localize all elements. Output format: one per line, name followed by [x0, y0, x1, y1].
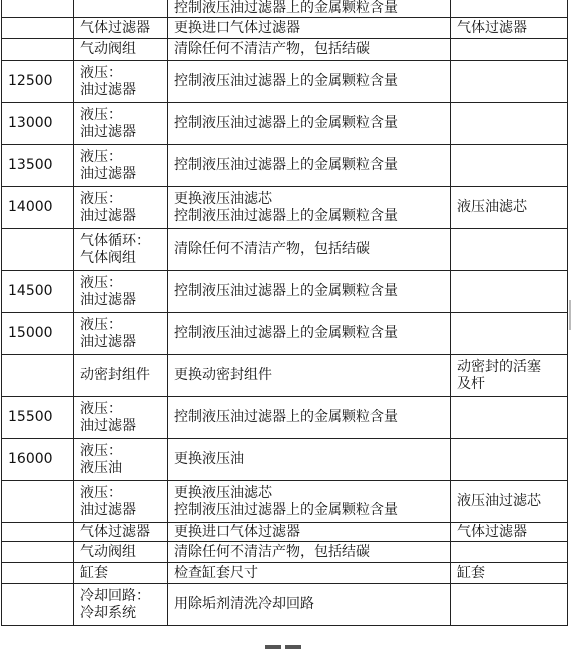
page-indicator	[265, 634, 305, 638]
parts-cell	[451, 397, 568, 439]
action-cell-line: 控制液压油过滤器上的金属颗粒含量	[174, 0, 398, 16]
item-cell	[74, 439, 168, 481]
item-cell-line: 液压：	[80, 274, 122, 291]
item-cell-line: 油过滤器	[80, 81, 136, 98]
parts-cell	[451, 584, 568, 626]
interval-cell	[2, 481, 74, 523]
item-cell-line: 油过滤器	[80, 165, 136, 182]
action-cell-line: 更换动密封组件	[174, 367, 272, 383]
parts-cell	[451, 103, 568, 145]
action-cell	[168, 397, 451, 439]
parts-cell-line: 缸套	[457, 564, 485, 581]
parts-cell	[451, 0, 568, 18]
interval-cell: 15000	[2, 313, 74, 355]
interval-cell	[2, 523, 74, 542]
item-cell	[74, 481, 168, 523]
action-cell-line: 控制液压油过滤器上的金属颗粒含量	[174, 409, 398, 425]
interval-cell	[2, 18, 74, 39]
parts-cell	[451, 542, 568, 563]
interval-cell: 14000	[2, 187, 74, 229]
item-cell	[74, 584, 168, 626]
action-cell	[168, 103, 451, 145]
item-cell-line: 油过滤器	[80, 417, 136, 434]
item-cell-line: 气体阀组	[80, 249, 136, 266]
item-cell	[74, 103, 168, 145]
action-cell	[168, 355, 451, 397]
action-cell-line: 清除任何不清洁产物，包括结碳	[174, 241, 370, 257]
parts-cell	[451, 523, 568, 542]
action-cell-line: 用除垢剂清洗冷却回路	[174, 596, 314, 612]
action-cell	[168, 18, 451, 39]
item-cell-line: 冷却回路：	[80, 587, 150, 604]
parts-cell	[451, 61, 568, 103]
interval-cell: 16000	[2, 439, 74, 481]
item-cell-line: 油过滤器	[80, 291, 136, 308]
parts-cell	[451, 271, 568, 313]
table-row	[2, 542, 568, 563]
item-cell	[74, 542, 168, 563]
parts-cell	[451, 355, 568, 397]
action-cell	[168, 229, 451, 271]
table-row	[2, 397, 568, 439]
parts-cell	[451, 39, 568, 61]
action-cell	[168, 481, 451, 523]
action-cell-line: 控制液压油过滤器上的金属颗粒含量	[174, 501, 398, 518]
item-cell-line: 冷却系统	[80, 604, 136, 621]
table-row	[2, 39, 568, 61]
interval-cell	[2, 229, 74, 271]
interval-cell	[2, 0, 74, 18]
action-cell-line: 控制液压油过滤器上的金属颗粒含量	[174, 283, 398, 299]
item-cell	[74, 563, 168, 584]
item-cell	[74, 0, 168, 18]
item-cell	[74, 187, 168, 229]
interval-cell	[2, 542, 74, 563]
item-cell-line: 气动阀组	[80, 41, 136, 57]
action-cell	[168, 439, 451, 481]
action-cell-line: 控制液压油过滤器上的金属颗粒含量	[174, 157, 398, 173]
action-cell-line: 更换液压油滤芯	[174, 190, 272, 207]
parts-cell	[451, 187, 568, 229]
item-cell	[74, 18, 168, 39]
maintenance-table-body	[2, 0, 568, 626]
interval-cell	[2, 584, 74, 626]
parts-cell	[451, 481, 568, 523]
item-cell-line: 液压：	[80, 400, 122, 417]
item-cell-line: 气体循环：	[80, 232, 150, 249]
interval-cell: 13000	[2, 103, 74, 145]
table-row	[2, 355, 568, 397]
table-row	[2, 481, 568, 523]
item-cell-line: 液压：	[80, 484, 122, 501]
action-cell	[168, 61, 451, 103]
interval-cell: 14500	[2, 271, 74, 313]
table-row	[2, 145, 568, 187]
action-cell	[168, 0, 451, 18]
table-row	[2, 584, 568, 626]
action-cell-line: 控制液压油过滤器上的金属颗粒含量	[174, 115, 398, 131]
table-row	[2, 103, 568, 145]
interval-cell: 12500	[2, 61, 74, 103]
item-cell-line: 气体过滤器	[80, 19, 150, 36]
item-cell-line: 动密封组件	[80, 367, 150, 383]
action-cell	[168, 313, 451, 355]
action-cell-line: 清除任何不清洁产物，包括结碳	[174, 543, 370, 560]
interval-cell	[2, 563, 74, 584]
interval-cell: 15500	[2, 397, 74, 439]
parts-cell-line: 气体过滤器	[457, 19, 527, 36]
parts-cell-line: 液压油过滤芯	[457, 493, 541, 509]
item-cell-line: 缸套	[80, 564, 108, 581]
action-cell-line: 清除任何不清洁产物，包括结碳	[174, 41, 370, 57]
item-cell-line: 油过滤器	[80, 207, 136, 224]
table-row	[2, 18, 568, 39]
item-cell	[74, 145, 168, 187]
item-cell	[74, 61, 168, 103]
parts-cell-line: 液压油滤芯	[457, 199, 527, 215]
parts-cell	[451, 145, 568, 187]
interval-cell	[2, 39, 74, 61]
item-cell-line: 液压：	[80, 190, 122, 207]
parts-cell	[451, 18, 568, 39]
table-row	[2, 229, 568, 271]
parts-cell	[451, 313, 568, 355]
table-row	[2, 187, 568, 229]
interval-cell: 13500	[2, 145, 74, 187]
action-cell	[168, 39, 451, 61]
action-cell	[168, 187, 451, 229]
item-cell	[74, 271, 168, 313]
action-cell-line: 控制液压油过滤器上的金属颗粒含量	[174, 73, 398, 89]
maintenance-table	[1, 0, 568, 626]
item-cell-line: 液压：	[80, 442, 122, 459]
action-cell	[168, 584, 451, 626]
action-cell-line: 更换液压油滤芯	[174, 484, 272, 501]
action-cell-line: 更换进口气体过滤器	[174, 523, 300, 540]
table-row	[2, 563, 568, 584]
action-cell	[168, 563, 451, 584]
table-row	[2, 61, 568, 103]
item-cell-line: 油过滤器	[80, 333, 136, 350]
item-cell	[74, 355, 168, 397]
item-cell-line: 液压：	[80, 148, 122, 165]
item-cell	[74, 397, 168, 439]
item-cell	[74, 523, 168, 542]
item-cell	[74, 39, 168, 61]
table-row	[2, 0, 568, 18]
item-cell-line: 液压油	[80, 459, 122, 476]
item-cell-line: 液压：	[80, 64, 122, 81]
parts-cell-line: 动密封的活塞	[457, 358, 541, 375]
action-cell	[168, 542, 451, 563]
item-cell-line: 气体过滤器	[80, 523, 150, 540]
parts-cell-line: 及杆	[457, 375, 485, 392]
parts-cell	[451, 229, 568, 271]
item-cell-line: 油过滤器	[80, 123, 136, 140]
action-cell-line: 更换液压油	[174, 451, 244, 467]
parts-cell	[451, 563, 568, 584]
interval-cell	[2, 355, 74, 397]
action-cell	[168, 271, 451, 313]
action-cell-line: 检查缸套尺寸	[174, 564, 258, 581]
table-row	[2, 439, 568, 481]
item-cell-line: 液压：	[80, 316, 122, 333]
item-cell-line: 液压：	[80, 106, 122, 123]
item-cell-line: 气动阀组	[80, 543, 136, 560]
parts-cell-line: 气体过滤器	[457, 523, 527, 540]
action-cell-line: 控制液压油过滤器上的金属颗粒含量	[174, 207, 398, 224]
item-cell	[74, 229, 168, 271]
table-row	[2, 523, 568, 542]
action-cell	[168, 145, 451, 187]
item-cell-line: 油过滤器	[80, 501, 136, 518]
item-cell	[74, 313, 168, 355]
table-row	[2, 313, 568, 355]
action-cell-line: 更换进口气体过滤器	[174, 19, 300, 36]
action-cell-line: 控制液压油过滤器上的金属颗粒含量	[174, 325, 398, 341]
parts-cell	[451, 439, 568, 481]
table-row	[2, 271, 568, 313]
action-cell	[168, 523, 451, 542]
